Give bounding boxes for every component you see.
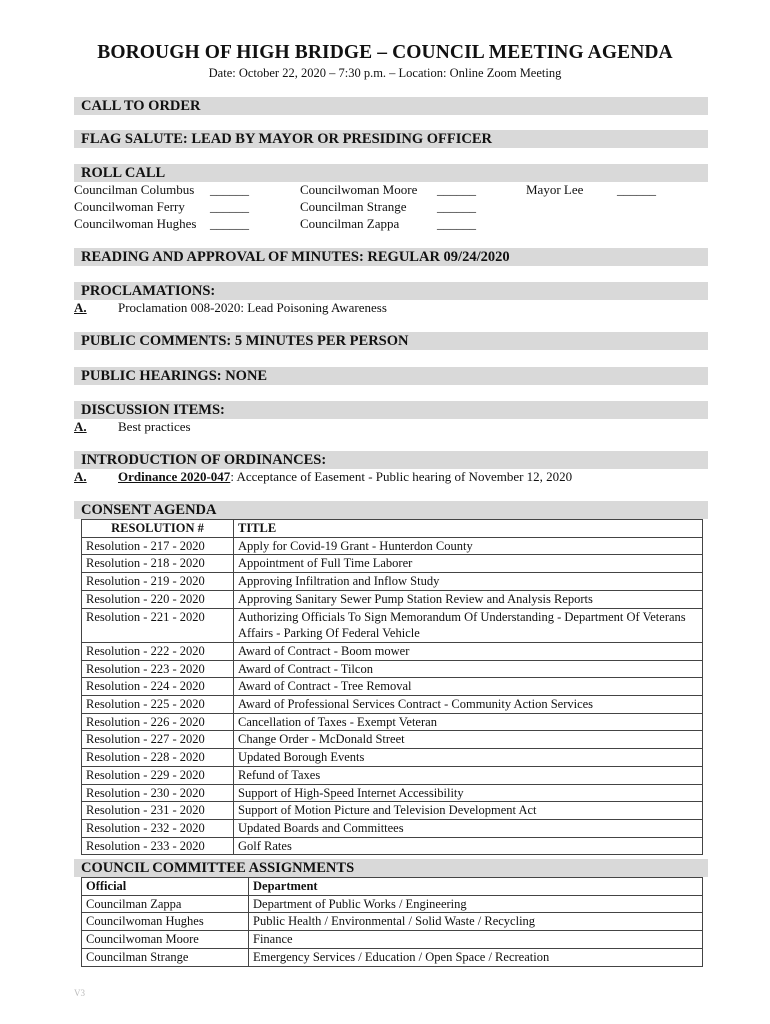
column-header-resolution: RESOLUTION # <box>82 520 234 538</box>
roll-call-member: Mayor Lee <box>526 182 584 197</box>
roll-call-member: Councilwoman Hughes <box>74 216 197 231</box>
table-row <box>82 696 703 714</box>
resolution-title-cell: Support of Motion Picture and Television Development Act <box>234 802 703 820</box>
table-header-row <box>82 878 703 896</box>
table-row <box>82 766 703 784</box>
roll-call-blank: ______ <box>210 216 249 231</box>
resolution-number-cell: Resolution - 218 - 2020 <box>82 555 234 573</box>
table-row <box>82 660 703 678</box>
resolution-number-cell: Resolution - 217 - 2020 <box>82 537 234 555</box>
resolution-title-cell: Change Order - McDonald Street <box>234 731 703 749</box>
table-row <box>82 608 703 642</box>
page-title: BOROUGH OF HIGH BRIDGE – COUNCIL MEETING AGENDA <box>97 42 673 63</box>
column-header-official: Official <box>82 878 249 896</box>
resolution-title-cell: Award of Contract - Tree Removal <box>234 678 703 696</box>
roll-call-member: Councilman Zappa <box>300 216 400 231</box>
table-row <box>82 948 703 966</box>
roll-call-blank: ______ <box>617 182 656 197</box>
ordinance-description: : Acceptance of Easement - Public hearing of November 12, 2020 <box>230 469 573 484</box>
consent-agenda-table <box>81 519 703 855</box>
roll-call-member: Councilwoman Ferry <box>74 199 185 214</box>
section-ordinances: INTRODUCTION OF ORDINANCES: <box>74 451 708 469</box>
resolution-number-cell: Resolution - 222 - 2020 <box>82 642 234 660</box>
committee-assignments-table <box>81 877 703 967</box>
table-row <box>82 913 703 931</box>
table-row <box>82 555 703 573</box>
roll-call-blank: ______ <box>210 182 249 197</box>
official-cell: Councilwoman Hughes <box>82 913 249 931</box>
version-mark: V3 <box>74 988 85 998</box>
resolution-number-cell: Resolution - 220 - 2020 <box>82 590 234 608</box>
resolution-title-cell: Apply for Covid-19 Grant - Hunterdon County <box>234 537 703 555</box>
resolution-title-cell: Award of Contract - Boom mower <box>234 642 703 660</box>
section-call-to-order: CALL TO ORDER <box>74 97 708 115</box>
official-cell: Councilwoman Moore <box>82 931 249 949</box>
table-row <box>82 931 703 949</box>
section-proclamations: PROCLAMATIONS: <box>74 282 708 300</box>
resolution-number-cell: Resolution - 228 - 2020 <box>82 749 234 767</box>
resolution-number-cell: Resolution - 232 - 2020 <box>82 819 234 837</box>
resolution-number-cell: Resolution - 219 - 2020 <box>82 573 234 591</box>
table-row <box>82 837 703 855</box>
table-row <box>82 678 703 696</box>
table-row <box>82 713 703 731</box>
section-consent-agenda: CONSENT AGENDA <box>74 501 708 519</box>
table-row <box>82 537 703 555</box>
resolution-title-cell: Approving Infiltration and Inflow Study <box>234 573 703 591</box>
table-header-row <box>82 520 703 538</box>
table-row <box>82 819 703 837</box>
resolution-number-cell: Resolution - 224 - 2020 <box>82 678 234 696</box>
resolution-title-cell: Authorizing Officials To Sign Memorandum Of Understanding - Department Of Veterans Affairs - Parking Of Federal Vehicle <box>234 608 703 642</box>
resolution-title-cell: Cancellation of Taxes - Exempt Veteran <box>234 713 703 731</box>
column-header-department: Department <box>249 878 703 896</box>
resolution-title-cell: Support of High-Speed Internet Accessibility <box>234 784 703 802</box>
meeting-details: Date: October 22, 2020 – 7:30 p.m. – Location: Online Zoom Meeting <box>208 66 562 80</box>
resolution-title-cell: Award of Professional Services Contract - Community Action Services <box>234 696 703 714</box>
resolution-title-cell: Award of Contract - Tilcon <box>234 660 703 678</box>
section-discussion-items: DISCUSSION ITEMS: <box>74 401 708 419</box>
section-flag-salute: FLAG SALUTE: LEAD BY MAYOR OR PRESIDING OFFICER <box>74 130 708 148</box>
resolution-number-cell: Resolution - 223 - 2020 <box>82 660 234 678</box>
resolution-title-cell: Updated Borough Events <box>234 749 703 767</box>
discussion-item-text: Best practices <box>118 419 191 434</box>
resolution-title-cell: Refund of Taxes <box>234 766 703 784</box>
roll-call-blank: ______ <box>437 199 476 214</box>
resolution-number-cell: Resolution - 229 - 2020 <box>82 766 234 784</box>
ordinance-number: Ordinance 2020-047 <box>118 469 231 484</box>
roll-call-blank: ______ <box>437 216 476 231</box>
table-row <box>82 784 703 802</box>
resolution-number-cell: Resolution - 227 - 2020 <box>82 731 234 749</box>
table-row <box>82 749 703 767</box>
department-cell: Department of Public Works / Engineering <box>249 895 703 913</box>
section-roll-call: ROLL CALL <box>74 164 708 182</box>
proclamation-item-label: A. <box>74 300 87 315</box>
resolution-number-cell: Resolution - 221 - 2020 <box>82 608 234 642</box>
section-public-comments: PUBLIC COMMENTS: 5 MINUTES PER PERSON <box>74 332 708 350</box>
department-cell: Emergency Services / Education / Open Space / Recreation <box>249 948 703 966</box>
roll-call-member: Councilman Strange <box>300 199 407 214</box>
ordinance-item <box>118 469 572 485</box>
official-cell: Councilman Strange <box>82 948 249 966</box>
resolution-title-cell: Appointment of Full Time Laborer <box>234 555 703 573</box>
table-row <box>82 895 703 913</box>
roll-call-blank: ______ <box>437 182 476 197</box>
resolution-number-cell: Resolution - 231 - 2020 <box>82 802 234 820</box>
section-committee-assignments: COUNCIL COMMITTEE ASSIGNMENTS <box>74 859 708 877</box>
table-row <box>82 642 703 660</box>
roll-call-member: Councilman Columbus <box>74 182 195 197</box>
resolution-number-cell: Resolution - 233 - 2020 <box>82 837 234 855</box>
section-reading-minutes: READING AND APPROVAL OF MINUTES: REGULAR 09/24/2020 <box>74 248 708 266</box>
department-cell: Public Health / Environmental / Solid Waste / Recycling <box>249 913 703 931</box>
resolution-title-cell: Golf Rates <box>234 837 703 855</box>
table-row <box>82 731 703 749</box>
resolution-number-cell: Resolution - 225 - 2020 <box>82 696 234 714</box>
resolution-number-cell: Resolution - 230 - 2020 <box>82 784 234 802</box>
table-row <box>82 802 703 820</box>
resolution-title-cell: Approving Sanitary Sewer Pump Station Review and Analysis Reports <box>234 590 703 608</box>
section-public-hearings: PUBLIC HEARINGS: NONE <box>74 367 708 385</box>
resolution-title-cell: Updated Boards and Committees <box>234 819 703 837</box>
resolution-number-cell: Resolution - 226 - 2020 <box>82 713 234 731</box>
column-header-title: TITLE <box>234 520 703 538</box>
roll-call-member: Councilwoman Moore <box>300 182 418 197</box>
table-row <box>82 590 703 608</box>
department-cell: Finance <box>249 931 703 949</box>
ordinance-item-label: A. <box>74 469 87 484</box>
table-row <box>82 573 703 591</box>
roll-call-blank: ______ <box>210 199 249 214</box>
proclamation-item-text: Proclamation 008-2020: Lead Poisoning Awareness <box>118 300 387 315</box>
official-cell: Councilman Zappa <box>82 895 249 913</box>
discussion-item-label: A. <box>74 419 87 434</box>
